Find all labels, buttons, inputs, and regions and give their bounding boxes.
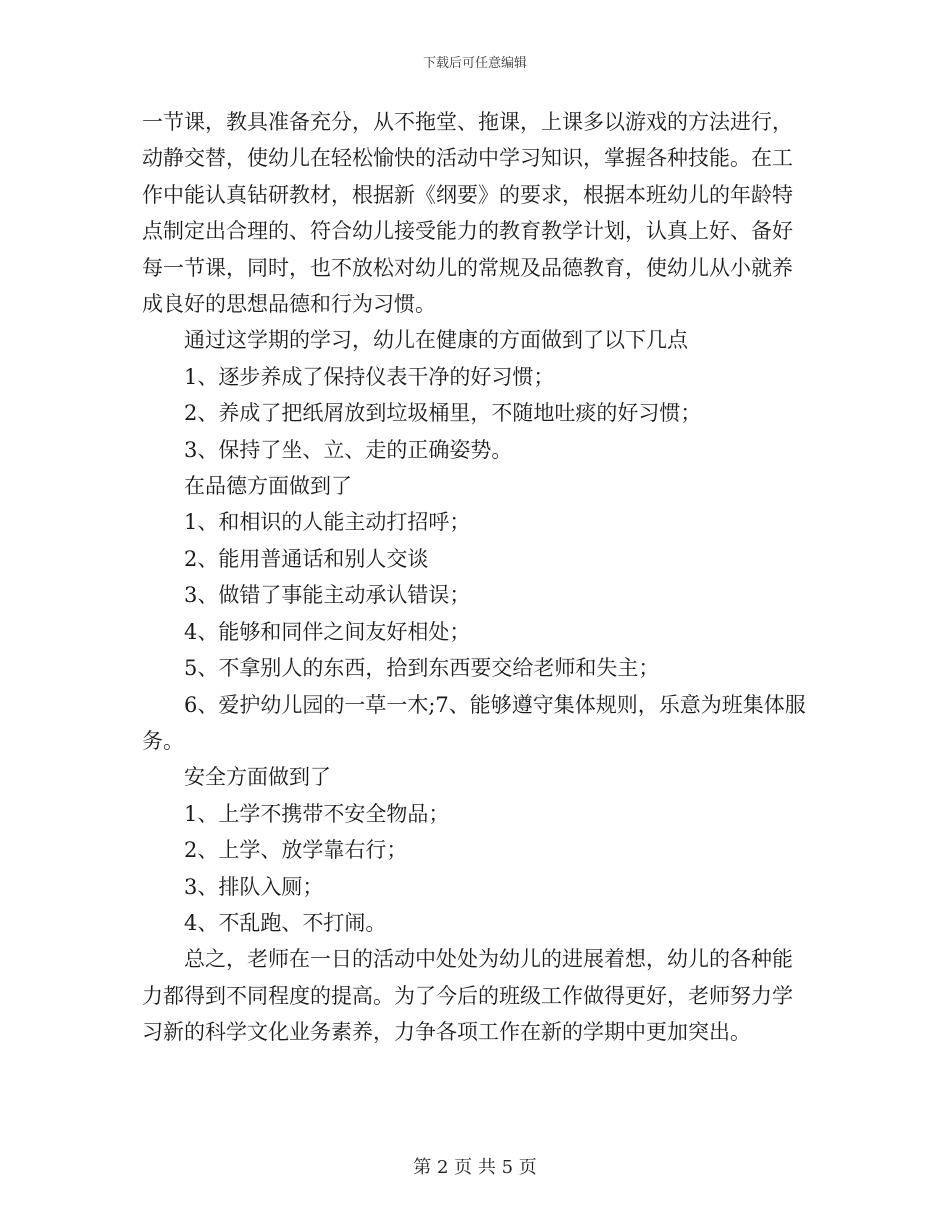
paragraph-3: 2、养成了把纸屑放到垃圾桶里，不随地吐痰的好习惯； [184,401,702,426]
paragraph-8: 3、做错了事能主动承认错误； [184,583,471,608]
paragraph-16: 4、不乱跑、不打闹。 [184,910,387,935]
paragraph-17: 总之，老师在一日的活动中处处为幼儿的进展着想，幼儿的各种能力都得到不同程度的提高。为了今后的班级工作做得更好，老师努力学习新的科学文化业务素养，力争各项工作在新的学期中更加突出。 [142,947,793,1045]
paragraph-0: 一节课，教具准备充分，从不拖堂、拖课，上课多以游戏的方法进行，动静交替，使幼儿在轻松愉快的活动中学习知识，掌握各种技能。在工作中能认真钻研教材，根据新《纲要》的要求，根据本班幼儿的年龄特点制定出合理的、符合幼儿接受能力的教育教学计划，认真上好、备好每一节课，同时，也不放松对幼儿的常规及品德教育，使幼儿从小就养成良好的思想品德和行为习惯。 [142,110,793,317]
paragraph-5: 在品德方面做到了 [184,474,352,499]
paragraph-7: 2、能用普通话和别人交谈 [184,546,429,571]
paragraph-11: 6、爱护幼儿园的一草一木;7、能够遵守集体规则，乐意为班集体服务。 [142,692,806,753]
paragraph-12: 安全方面做到了 [184,765,331,790]
paragraph-6: 1、和相识的人能主动打招呼； [184,510,471,535]
paragraph-14: 2、上学、放学靠右行； [184,838,408,863]
paragraph-1: 通过这学期的学习，幼儿在健康的方面做到了以下几点 [184,328,688,353]
paragraph-15: 3、排队入厕； [184,874,324,899]
paragraph-13: 1、上学不携带不安全物品； [184,801,450,826]
paragraph-9: 4、能够和同伴之间友好相处； [184,619,471,644]
paragraph-2: 1、逐步养成了保持仪表干净的好习惯； [184,364,555,389]
paragraph-10: 5、不拿别人的东西，拾到东西要交给老师和失主； [184,656,660,681]
page-footer: 第 2 页 共 5 页 [413,1157,537,1178]
page-header: 下载后可任意编辑 [422,56,527,71]
document-body [142,104,810,1051]
paragraph-4: 3、保持了坐、立、走的正确姿势。 [184,437,513,462]
